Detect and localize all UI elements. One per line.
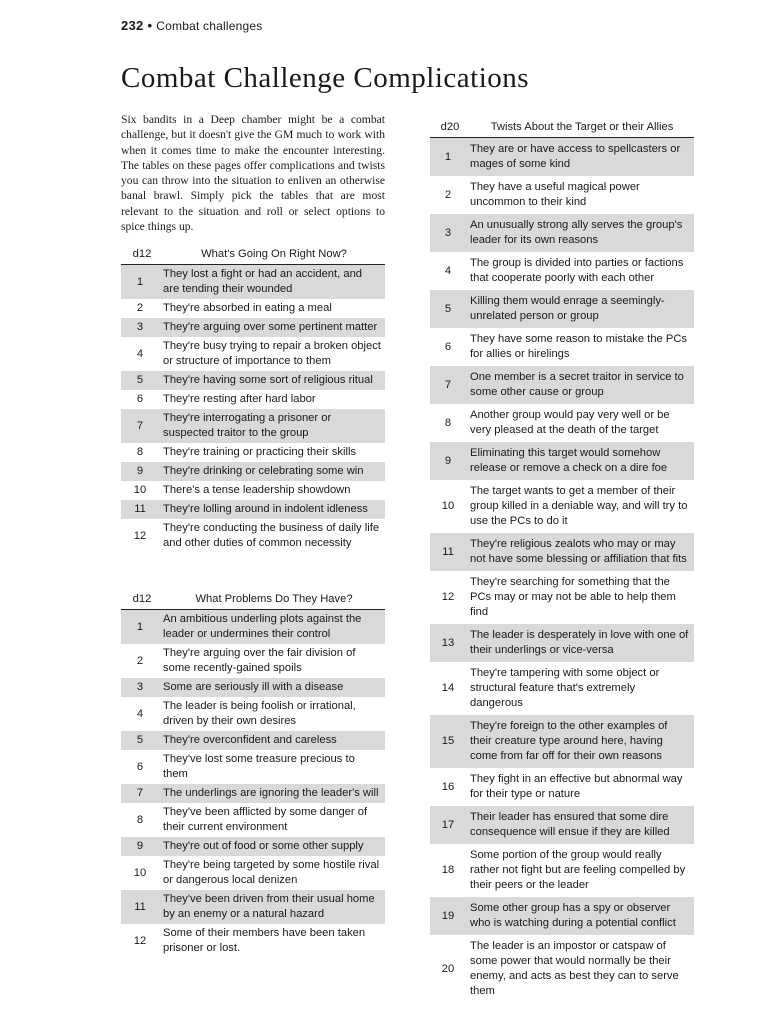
entry-text: They have some reason to mistake the PCs for allies or hirelings	[470, 333, 688, 360]
roll-number: 8	[136, 446, 144, 458]
entry-text: Some portion of the group would really rather not fight but are feeling compelled by their peers or the leader	[470, 849, 686, 891]
roll-number: 12	[133, 529, 147, 542]
roll-number: 4	[444, 264, 452, 277]
table-problems	[121, 593, 385, 958]
roll-number: 5	[121, 731, 163, 750]
table-row	[121, 644, 385, 678]
table-row	[121, 462, 385, 481]
entry-text: They fight in an effective but abnormal way for their type or nature	[470, 773, 683, 800]
roll-number: 12	[441, 591, 455, 603]
entry-text: Some other group has a spy or observer who is watching during a potential conflict	[470, 897, 694, 935]
table-row	[121, 731, 385, 750]
roll-number: 3	[121, 678, 163, 697]
entry-text: They're busy trying to repair a broken object or structure of importance to them	[163, 340, 381, 367]
table-row	[430, 533, 694, 571]
entry-text: They're searching for something that the PCs may or may not be able to help them find	[470, 576, 676, 618]
running-head	[121, 18, 262, 33]
roll-number: 11	[430, 533, 470, 571]
roll-number: 10	[133, 484, 147, 496]
roll-number: 1	[430, 138, 470, 177]
entry-text: They are or have access to spellcasters or mages of some kind	[470, 138, 694, 177]
entry-text: They have a useful magical power uncommon to their kind	[470, 181, 640, 208]
entry-text: They've lost some treasure precious to them	[163, 753, 355, 780]
table-row	[430, 571, 694, 624]
bullet: •	[147, 18, 153, 33]
roll-number: 17	[430, 806, 470, 844]
entry-text: An ambitious underling plots against the leader or undermines their control	[163, 610, 385, 645]
table-header-row	[121, 248, 385, 265]
roll-number: 9	[430, 442, 470, 480]
die-header: d12	[121, 593, 163, 610]
roll-number: 6	[444, 340, 452, 353]
entry-text: Their leader has ensured that some dire consequence will ensue if they are killed	[470, 806, 694, 844]
die-header: d12	[121, 248, 163, 265]
table-twists	[430, 121, 694, 1003]
table-row	[121, 265, 385, 300]
entry-text: Some are seriously ill with a disease	[163, 678, 385, 697]
entry-text: They've been afflicted by some danger of their current environment	[163, 806, 368, 833]
table-row	[121, 610, 385, 645]
table-row	[121, 318, 385, 337]
roll-number: 11	[121, 890, 163, 924]
roll-number: 10	[441, 500, 455, 512]
entry-text: They're overconfident and careless	[163, 731, 385, 750]
table-row	[430, 935, 694, 1003]
table-row	[430, 138, 694, 177]
roll-number: 4	[136, 707, 144, 720]
table-heading: What's Going On Right Now?	[163, 248, 385, 265]
table-row	[430, 442, 694, 480]
table-header-row	[430, 121, 694, 138]
table-row	[430, 844, 694, 897]
table-row	[121, 750, 385, 784]
roll-number: 15	[430, 715, 470, 768]
roll-number: 19	[430, 897, 470, 935]
roll-number: 7	[121, 409, 163, 443]
entry-text: They're tampering with some object or structural feature that's extremely dangerous	[470, 667, 660, 709]
entry-text: Eliminating this target would somehow release or remove a check on a dire foe	[470, 442, 694, 480]
table-row	[121, 803, 385, 837]
roll-number: 7	[430, 366, 470, 404]
entry-text: They're having some sort of religious ritual	[163, 371, 385, 390]
entry-text: Killing them would enrage a seemingly-unrelated person or group	[470, 290, 694, 328]
roll-number: 6	[136, 760, 144, 773]
roll-number: 1	[121, 265, 163, 300]
table-row	[121, 519, 385, 553]
entry-text: They're training or practicing their skills	[163, 446, 357, 458]
entry-text: They're being targeted by some hostile rival or dangerous local denizen	[163, 859, 380, 886]
entry-text: One member is a secret traitor in service to some other cause or group	[470, 366, 694, 404]
entry-text: The leader is being foolish or irrational, driven by their own desires	[163, 700, 356, 727]
entry-text: They're religious zealots who may or may not have some blessing or affiliation that fits	[470, 533, 694, 571]
table-header-row	[121, 593, 385, 610]
table-row	[430, 252, 694, 290]
table-row	[121, 337, 385, 371]
roll-number: 14	[441, 682, 455, 694]
roll-number: 18	[441, 864, 455, 876]
intro-paragraph: Six bandits in a Deep chamber might be a combat challenge, but it doesn't give the GM much to work with when it comes time to make the encounter interesting. The tables on these pages offer complications and twists you can throw into the situation to enliven an otherwise banal brawl. Simply pick the tables that are most relevant to the situation and roll or select options to spice things up.	[121, 113, 385, 234]
table-row	[121, 678, 385, 697]
roll-number: 2	[136, 654, 144, 667]
table-row	[430, 768, 694, 806]
table-row	[430, 715, 694, 768]
section-name: Combat challenges	[156, 19, 263, 33]
roll-number: 8	[444, 416, 452, 429]
entry-text: They're drinking or celebrating some win	[163, 462, 385, 481]
table-row	[430, 404, 694, 442]
table-row	[121, 697, 385, 731]
roll-number: 10	[133, 866, 147, 879]
table-row	[121, 409, 385, 443]
roll-number: 6	[136, 393, 144, 405]
roll-number: 16	[441, 780, 455, 793]
entry-text: They're resting after hard labor	[163, 393, 316, 405]
table-row	[121, 784, 385, 803]
entry-text: They're foreign to the other examples of their creature type around here, having come from far off for their own reasons	[470, 715, 694, 768]
table-row	[121, 481, 385, 500]
entry-text: They're lolling around in indolent idleness	[163, 500, 385, 519]
table-row	[121, 500, 385, 519]
table-row	[121, 890, 385, 924]
roll-number: 2	[136, 302, 144, 314]
table-row	[121, 443, 385, 462]
roll-number: 9	[121, 462, 163, 481]
entry-text: They're out of food or some other supply	[163, 837, 385, 856]
table-row	[430, 624, 694, 662]
entry-text: They're arguing over the fair division of some recently-gained spoils	[163, 647, 356, 674]
table-row	[430, 662, 694, 715]
table-row	[430, 176, 694, 214]
roll-number: 1	[121, 610, 163, 645]
table-row	[121, 299, 385, 318]
table-row	[121, 856, 385, 890]
entry-text: They're arguing over some pertinent matter	[163, 318, 385, 337]
roll-number: 5	[430, 290, 470, 328]
roll-number: 2	[444, 188, 452, 201]
table-row	[430, 480, 694, 533]
entry-text: An unusually strong ally serves the group's leader for its own reasons	[470, 214, 694, 252]
table-row	[430, 366, 694, 404]
roll-number: 12	[133, 934, 147, 947]
table-row	[430, 897, 694, 935]
entry-text: The target wants to get a member of their group killed in a deniable way, and will try to use the PCs to do it	[470, 485, 688, 527]
table-row	[430, 328, 694, 366]
table-row	[430, 290, 694, 328]
entry-text: The group is divided into parties or factions that cooperate poorly with each other	[470, 257, 684, 284]
roll-number: 5	[121, 371, 163, 390]
entry-text: They're conducting the business of daily life and other duties of common necessity	[163, 522, 380, 549]
entry-text: They lost a fight or had an accident, and are tending their wounded	[163, 265, 385, 300]
entry-text: They've been driven from their usual home by an enemy or a natural hazard	[163, 890, 385, 924]
roll-number: 8	[136, 813, 144, 826]
table-row	[121, 390, 385, 409]
entry-text: The leader is an impostor or catspaw of some power that would normally be their enemy, and acts as best they can to serve them	[470, 940, 679, 997]
roll-number: 13	[430, 624, 470, 662]
entry-text: The leader is desperately in love with one of their underlings or vice-versa	[470, 624, 694, 662]
table-whats-going-on	[121, 248, 385, 553]
entry-text: They're absorbed in eating a meal	[163, 302, 332, 314]
table-heading: What Problems Do They Have?	[163, 593, 385, 610]
roll-number: 7	[121, 784, 163, 803]
table-row	[121, 371, 385, 390]
entry-text: There's a tense leadership showdown	[163, 484, 351, 496]
table-row	[121, 837, 385, 856]
table-row	[121, 924, 385, 958]
page-title: Combat Challenge Complications	[121, 62, 530, 94]
page-number: 232	[121, 18, 144, 33]
entry-text: They're interrogating a prisoner or suspected traitor to the group	[163, 409, 385, 443]
entry-text: Some of their members have been taken prisoner or lost.	[163, 927, 366, 954]
roll-number: 4	[136, 347, 144, 360]
table-heading: Twists About the Target or their Allies	[470, 121, 694, 138]
die-header: d20	[430, 121, 470, 138]
entry-text: The underlings are ignoring the leader's will	[163, 784, 385, 803]
roll-number: 3	[430, 214, 470, 252]
table-row	[430, 806, 694, 844]
roll-number: 20	[441, 962, 455, 975]
table-row	[430, 214, 694, 252]
roll-number: 3	[121, 318, 163, 337]
entry-text: Another group would pay very well or be very pleased at the death of the target	[470, 409, 670, 436]
roll-number: 11	[121, 500, 163, 519]
roll-number: 9	[121, 837, 163, 856]
